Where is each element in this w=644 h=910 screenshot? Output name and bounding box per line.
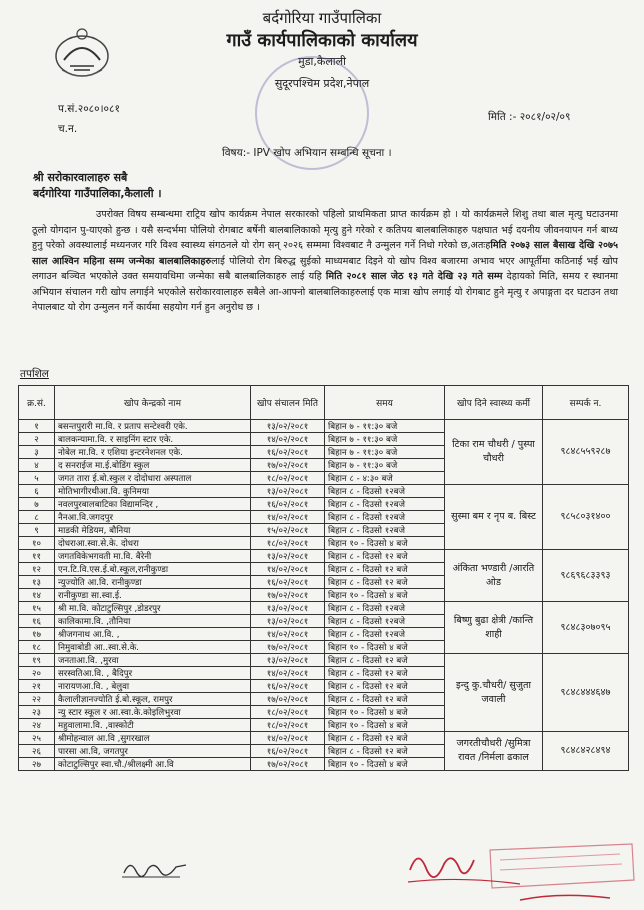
- table-row: [19, 732, 629, 745]
- cell-sn: २४: [19, 719, 55, 732]
- cell-center-name: सरस्वतिआ.वि. , बैदिपुर: [55, 667, 251, 680]
- body-bold-2: मिति २०८१ साल जेठ १३ गते देखि २३ गते सम्म: [325, 271, 503, 282]
- cell-center-name: महुवालामा.वि. ,वास्कोटी: [55, 719, 251, 732]
- officer-signature-stamp-icon: [400, 840, 640, 910]
- cell-health-worker: सुस्मा बम र नृप ब. बिस्ट: [445, 485, 543, 550]
- letter-body: [32, 207, 618, 316]
- cell-date: १५/०२/२०८१: [251, 524, 325, 537]
- cell-time: बिहान ८ - ४:३० बजे: [325, 472, 445, 485]
- dispatch-number: च.न.: [58, 123, 78, 135]
- cell-time: बिहान ७ - ११:३० बजे: [325, 459, 445, 472]
- column-header-center: खोप केन्द्रको नाम: [55, 386, 251, 420]
- cell-date: १६/०२/२०८१: [251, 745, 325, 758]
- cell-contact-number: ९८४८४४४६४७: [543, 654, 629, 732]
- cell-health-worker: टिका राम चौधरी / पुस्पा चौधरी: [445, 420, 543, 485]
- office-name: बर्दगोरिया गाउँपालिका: [262, 9, 382, 27]
- cell-time: बिहान ८ - दिउसो १२बजे: [325, 628, 445, 641]
- letter-date: मिति :- २०८१/०२/०९: [488, 111, 571, 123]
- cell-health-worker: बिष्णु बुढा क्षेत्री /कान्ति शाही: [445, 602, 543, 654]
- cell-date: १३/०२/२०८१: [251, 615, 325, 628]
- cell-date: १४/०२/२०८१: [251, 563, 325, 576]
- cell-date: १३/०२/२०८१: [251, 654, 325, 667]
- cell-date: १७/०२/२०८१: [251, 459, 325, 472]
- cell-date: १३/०२/२०८१: [251, 420, 325, 433]
- cell-center-name: नवलपुरबालबाटिका विद्यामन्दिर ,: [55, 498, 251, 511]
- cell-time: बिहान ८ - दिउसो १२बजे: [325, 485, 445, 498]
- cell-date: १७/०२/२०८१: [251, 693, 325, 706]
- cell-date: १३/०२/२०८१: [251, 485, 325, 498]
- cell-time: बिहान ७ - ११:३० बजे: [325, 433, 445, 446]
- cell-sn: १८: [19, 641, 55, 654]
- cell-time: बिहान ८ - दिउसो १२बजे: [325, 615, 445, 628]
- table-row: [19, 654, 629, 667]
- cell-center-name: कालिकामा.वि. ,तौनिया: [55, 615, 251, 628]
- office-title: गाउँ कार्यपालिकाको कार्यालय: [226, 30, 418, 51]
- cell-time: बिहान ८ - दिउसो १२ बजे: [325, 576, 445, 589]
- cell-date: १४/०२/२०८१: [251, 667, 325, 680]
- cell-sn: २६: [19, 745, 55, 758]
- cell-date: १७/०२/२०८१: [251, 758, 325, 771]
- cell-center-name: कैलालीज्ञानज्योति ई.बो.स्कूल, रामपुर: [55, 693, 251, 706]
- reference-number: प.सं.२०८०।०८१: [58, 103, 120, 115]
- cell-time: बिहान १० - दिउसो ४ बजे: [325, 641, 445, 654]
- table-row: [19, 550, 629, 563]
- cell-time: बिहान १० - दिउसो ४ बजे: [325, 706, 445, 719]
- cell-contact-number: ९८४८३०७०९५: [543, 602, 629, 654]
- cell-date: १६/०२/२०८१: [251, 576, 325, 589]
- cell-time: बिहान ८ - दिउसो १२ बजे: [325, 550, 445, 563]
- table-header-row: [19, 386, 629, 420]
- column-header-contact: सम्पर्क न.: [543, 386, 629, 420]
- cell-sn: २: [19, 433, 55, 446]
- body-text-2: लाई पोलियो रोग बिरुद्ध सुईको माध्यमबाट दिइने यो खोप विश्व बजारमा अभाव भएर आपूर्तीमा कठिनाई भई खोप लगाउन बञ्चित भएकोले उक्त समयावधिमा जन्मेका सबै बालबालिकाहरु लाई यहि: [32, 255, 619, 282]
- cell-sn: ३: [19, 446, 55, 459]
- cell-time: बिहान ८ - दिउसो १२ बजे: [325, 667, 445, 680]
- cell-center-name: रानीकुण्डा सा.स्वा.ई.: [55, 589, 251, 602]
- cell-time: बिहान ७ - ११:३० बजे: [325, 420, 445, 433]
- cell-time: बिहान ८ - दिउसो १२बजे: [325, 602, 445, 615]
- cell-center-name: माडकी मेडियम, बौनिया: [55, 524, 251, 537]
- cell-sn: ५: [19, 472, 55, 485]
- cell-center-name: नैनआ.वि.जगदपुर: [55, 511, 251, 524]
- cell-center-name: कोटाटुल्सिपुर स्वा.चौ./श्रीलक्ष्मी आ.वि: [55, 758, 251, 771]
- cell-date: १४/०२/२०८१: [251, 433, 325, 446]
- cell-date: १३/०२/२०८१: [251, 602, 325, 615]
- cell-contact-number: ९८४८४२८४९४: [543, 732, 629, 771]
- cell-health-worker: अंकिता भण्डारी /आरति ओड: [445, 550, 543, 602]
- cell-center-name: श्रीजगनाथ आ.वि. ,: [55, 628, 251, 641]
- cell-sn: १६: [19, 615, 55, 628]
- cell-center-name: नारायणआ.वि. , बेलुवा: [55, 680, 251, 693]
- district-line: मुडा,कैलाली: [298, 55, 346, 68]
- cell-center-name: मोतिभागीरथीआ.वि. कुनिमया: [55, 485, 251, 498]
- table-row: [19, 602, 629, 615]
- cell-center-name: नोबेल मा.वि. र एशिया इन्टरनेशनल एके.: [55, 446, 251, 459]
- recipient-line-1: श्री सरोकारवालाहरु सबै: [33, 171, 128, 184]
- cell-date: १७/०२/२०८१: [251, 641, 325, 654]
- cell-center-name: निमुवाबोडी आ..स्वा.से.के.: [55, 641, 251, 654]
- cell-sn: ६: [19, 485, 55, 498]
- table-row: [19, 420, 629, 433]
- cell-health-worker: जगरतीचौधरी /सुमित्रा रावत /निर्मला ढकाल: [445, 732, 543, 771]
- cell-sn: १५: [19, 602, 55, 615]
- cell-time: बिहान ८ - दिउसो १२ बजे: [325, 563, 445, 576]
- cell-contact-number: ९८४८५५९२८७: [543, 420, 629, 485]
- cell-date: १६/०२/२०८१: [251, 680, 325, 693]
- cell-contact-number: ९८६९६८३३९३: [543, 550, 629, 602]
- cell-sn: १: [19, 420, 55, 433]
- cell-sn: २०: [19, 667, 55, 680]
- cell-contact-number: ९८५८०३१४००: [543, 485, 629, 550]
- cell-sn: १०: [19, 537, 55, 550]
- cell-date: १३/०२/२०८१: [251, 550, 325, 563]
- table-body: [19, 420, 629, 771]
- cell-center-name: न्युज्योति आ.वि. रानीकुण्डा: [55, 576, 251, 589]
- cell-center-name: एन.टि.वि.एस.ई.बो.स्कूल,रानीकुण्डा: [55, 563, 251, 576]
- table-row: [19, 485, 629, 498]
- column-header-date: खोप संचालन मिति: [251, 386, 325, 420]
- details-heading: तपशिल: [20, 368, 49, 380]
- cell-date: १४/०२/२०८१: [251, 511, 325, 524]
- cell-center-name: श्री मा.वि. कोटाटुल्सिपुर ,डोडरपुर: [55, 602, 251, 615]
- cell-sn: २७: [19, 758, 55, 771]
- cell-sn: ११: [19, 550, 55, 563]
- province-line: सुदूरपश्चिम प्रदेश,नेपाल: [274, 77, 370, 90]
- cell-date: १८/०२/२०८१: [251, 719, 325, 732]
- column-header-worker: खोप दिने स्वास्थ्य कर्मी: [445, 386, 543, 420]
- cell-center-name: दोधराआ.स्वा.से.के. दोधरा: [55, 537, 251, 550]
- cell-health-worker: इन्दु कु.चौधरी/ सुजुता जवाली: [445, 654, 543, 732]
- cell-date: १८/०२/२०८१: [251, 472, 325, 485]
- cell-center-name: बालकन्यामा.वि. र साइनिंग स्टार एके.: [55, 433, 251, 446]
- letter-subject: विषय:- IPV खोप अभियान सम्बन्धि सूचना ।: [222, 147, 392, 159]
- vaccination-schedule-table: [18, 385, 629, 771]
- cell-center-name: जगत तारा ई.बो.स्कुल र दोदोधारा अस्पताल: [55, 472, 251, 485]
- cell-sn: २५: [19, 732, 55, 745]
- cell-sn: ४: [19, 459, 55, 472]
- cell-time: बिहान ८ - दिउसो १२ बजे: [325, 654, 445, 667]
- cell-time: बिहान ७ - ११:३० बजे: [325, 446, 445, 459]
- column-header-sn: क्र.सं.: [19, 386, 55, 420]
- recipient-line-2: बर्दगोरिया गाउँपालिका,कैलाली ।: [33, 187, 162, 200]
- cell-time: बिहान १० - दिउसो ४ बजे: [325, 589, 445, 602]
- cell-time: बिहान १० - दिउसो ४ बजे: [325, 758, 445, 771]
- cell-center-name: जगतविकेभगवती मा.वि. बैरेनी: [55, 550, 251, 563]
- cell-time: बिहान ८ - दिउसो १२बजे: [325, 498, 445, 511]
- cell-sn: १९: [19, 654, 55, 667]
- cell-time: बिहान १० - दिउसो ४ बजे: [325, 719, 445, 732]
- cell-center-name: न्यु स्टार स्कूल र आ.स्वा.के.कोइलिभुरवा: [55, 706, 251, 719]
- cell-sn: १७: [19, 628, 55, 641]
- cell-center-name: जनताआ.वि. ,मुरवा: [55, 654, 251, 667]
- cell-sn: १२: [19, 563, 55, 576]
- cell-time: बिहान ८ - दिउसो १२बजे: [325, 511, 445, 524]
- cell-time: बिहान ८ - दिउसो १२ बजे: [325, 693, 445, 706]
- cell-time: बिहान ८ - दिउसो १२ बजे: [325, 732, 445, 745]
- cell-date: १८/०२/२०८१: [251, 537, 325, 550]
- column-header-time: समय: [325, 386, 445, 420]
- body-bold-1: मिति २०७३ साल बैसाख देखि २०७५ साल आश्विन महिना सम्म जन्मेका बालबालिकाहरु: [32, 240, 619, 267]
- cell-date: १४/०२/२०८१: [251, 628, 325, 641]
- cell-time: बिहान १० - दिउसो ४ बजे: [325, 537, 445, 550]
- cell-center-name: श्रीमोहन्वाल आ.वि ,सुगरखाल: [55, 732, 251, 745]
- cell-center-name: बसन्तपुरारी मा.वि. र प्रताप सन्टेश्वरी एके.: [55, 420, 251, 433]
- cell-date: १६/०२/२०८१: [251, 498, 325, 511]
- signature-icon: [120, 855, 190, 881]
- cell-date: १४/०२/२०८१: [251, 732, 325, 745]
- cell-sn: ८: [19, 511, 55, 524]
- cell-sn: २१: [19, 680, 55, 693]
- cell-sn: १३: [19, 576, 55, 589]
- cell-center-name: द सनराईज मा.ई.बोडिंग स्कुल: [55, 459, 251, 472]
- cell-sn: ९: [19, 524, 55, 537]
- cell-center-name: पारसा आ.वि, जगतपुर: [55, 745, 251, 758]
- cell-sn: २२: [19, 693, 55, 706]
- cell-date: १७/०२/२०८१: [251, 589, 325, 602]
- cell-date: १६/०२/२०८१: [251, 446, 325, 459]
- cell-sn: २३: [19, 706, 55, 719]
- cell-sn: ७: [19, 498, 55, 511]
- cell-date: १८/०२/२०८१: [251, 706, 325, 719]
- cell-sn: १४: [19, 589, 55, 602]
- cell-time: बिहान ८ - दिउसो १२ बजे: [325, 680, 445, 693]
- cell-time: बिहान ८ - दिउसो १२बजे: [325, 524, 445, 537]
- body-text-1: उपरोक्त विषय सम्बन्धमा राट्रिय खोप कार्यक्रम नेपाल सरकारको पहिलो प्राथमिकता प्राप्त कार्यक्रम हो । यो कार्यक्रमले शिशु तथा बाल मृत्यु घटाउनमा ठूलो योगदान पु-याएको हुन्छ । यसै सन्दर्भमा पोलियो रोगबाट बर्षेनी बालबालिकाको मृत्यु हुने गरेको र कतिपय बालबालिकाहरु पक्षघात भई दयनीय जीवनयापन गर्न बाध्य हुनु परेको अवस्थालाई मध्यनजर गरि विश्व स्वास्थ्य संगठनले यो रोग सन् २०२६ सम्ममा विश्वबाट नै उन्मुलन गर्ने निधो गरेको छ,अतःह: [32, 209, 618, 251]
- cell-time: बिहान ८ - दिउसो १२ बजे: [325, 745, 445, 758]
- body-text-3: देहायको मिति, समय र स्थानमा अभियान संचालन गरी खोप लगाईने भएकोले सरोकारवालाहरु सबैले आ-आफ्नो बालबालिकाहरुलाई एक मात्रा खोप लगाई यो रोगबाट हुने मृत्यु र अपाङ्गता दर घटाउन तथा नेपालबाट यो रोग उन्मुलन गर्ने कार्यमा सहयोग गर्न हुन अनुरोध छ ।: [32, 271, 618, 313]
